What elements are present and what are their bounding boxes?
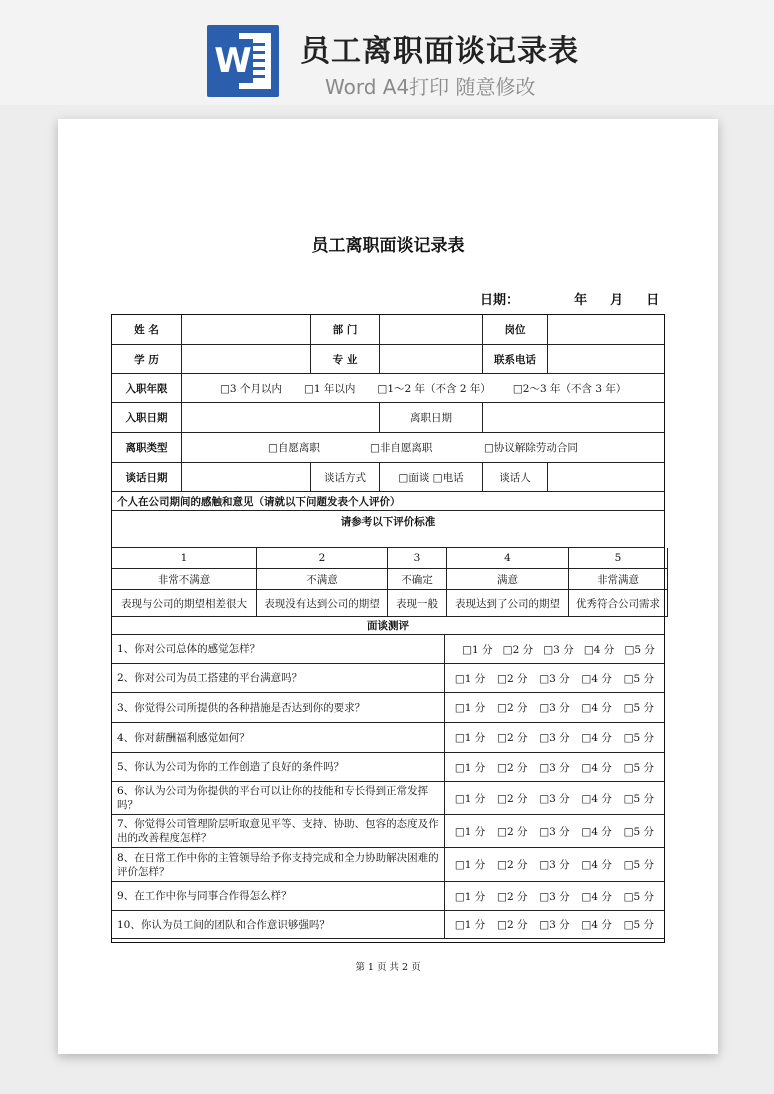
score-checkbox[interactable]: □2 分 (497, 919, 528, 931)
page-footer: 第 1 页 共 2 页 (355, 962, 421, 973)
score-checkbox[interactable]: □2 分 (502, 643, 534, 656)
header-bar (0, 0, 774, 105)
interview-form (111, 314, 665, 943)
score-checkbox[interactable]: □1 分 (462, 643, 493, 656)
score-checkbox[interactable]: □2 分 (497, 859, 528, 871)
scale-num-cell: 4 (447, 548, 569, 569)
scale-num-cell: 5 (569, 548, 668, 569)
standard-heading: 请参考以下评价标准 (112, 511, 664, 548)
tenure-option[interactable]: □1 年以内 (303, 382, 356, 395)
score-options (445, 664, 664, 693)
scale-desc-cell: 表现与公司的期望相差很大 (112, 590, 257, 617)
date-label: 日期： (480, 293, 520, 308)
leave-type-options (182, 433, 664, 463)
tenure-label: 入职年限 (112, 374, 182, 403)
score-checkbox[interactable]: □3 分 (539, 732, 570, 744)
score-checkbox[interactable]: □3 分 (539, 702, 570, 714)
score-checkbox[interactable]: □1 分 (454, 672, 486, 685)
tenure-option[interactable]: □1～2 年（不含 2 年） (377, 382, 491, 395)
score-options (445, 782, 664, 815)
score-checkbox[interactable]: □4 分 (581, 702, 612, 714)
edu-label: 学 历 (112, 345, 182, 374)
score-checkbox[interactable]: □3 分 (539, 859, 570, 871)
score-options (445, 635, 664, 664)
score-checkbox[interactable]: □5 分 (623, 919, 655, 931)
score-checkbox[interactable]: □2 分 (497, 732, 528, 744)
score-options (445, 753, 664, 782)
edu-field[interactable] (182, 345, 311, 374)
scale-label-cell: 不满意 (257, 569, 388, 590)
score-checkbox[interactable]: □3 分 (543, 643, 574, 656)
score-checkbox[interactable]: □5 分 (623, 732, 655, 744)
day-label: 日 (646, 293, 660, 308)
scale-label-cell: 不确定 (388, 569, 447, 590)
month-label: 月 (610, 293, 624, 308)
post-field[interactable] (548, 315, 664, 345)
scale-label-cell: 满意 (447, 569, 569, 590)
scale-desc-cell: 优秀符合公司需求 (569, 590, 668, 617)
score-options (445, 911, 664, 939)
question-text: 8、在日常工作中你的主管领导给予你支持完成和全力协助解决困难的评价怎样？ (112, 848, 445, 882)
document-page (58, 119, 718, 1054)
scale-num-cell: 1 (112, 548, 257, 569)
dept-field[interactable] (380, 315, 483, 345)
score-checkbox[interactable]: □4 分 (581, 890, 612, 903)
score-checkbox[interactable]: □5 分 (623, 702, 655, 714)
score-checkbox[interactable]: □1 分 (454, 732, 486, 744)
leave-type-option[interactable]: □非自愿离职 (370, 442, 433, 454)
leave-date-label: 离职日期 (380, 403, 483, 433)
score-checkbox[interactable]: □5 分 (624, 643, 655, 656)
score-checkbox[interactable]: □3 分 (539, 761, 570, 774)
scale-desc-cell: 表现一般 (388, 590, 447, 617)
score-checkbox[interactable]: □3 分 (539, 890, 570, 903)
score-checkbox[interactable]: □4 分 (581, 825, 612, 838)
date-line (480, 289, 659, 308)
phone-field[interactable] (548, 345, 664, 374)
interview-heading: 面谈测评 (112, 617, 664, 635)
score-options (445, 723, 664, 753)
scale-desc-cell: 表现达到了公司的期望 (447, 590, 569, 617)
score-options (445, 693, 664, 723)
join-date-label: 入职日期 (112, 403, 182, 433)
score-checkbox[interactable]: □3 分 (539, 825, 570, 838)
tenure-option[interactable]: □3 个月以内 (220, 382, 282, 395)
leave-type-option[interactable]: □协议解除劳动合同 (484, 442, 578, 454)
score-checkbox[interactable]: □3 分 (539, 672, 570, 685)
talk-date-label: 谈话日期 (112, 463, 182, 492)
tenure-option[interactable]: □2～3 年（不含 3 年） (512, 382, 627, 395)
score-checkbox[interactable]: □2 分 (497, 702, 528, 714)
question-text: 9、在工作中你与同事合作得怎么样？ (112, 882, 445, 911)
score-checkbox[interactable]: □4 分 (581, 859, 612, 871)
score-checkbox[interactable]: □5 分 (623, 890, 655, 903)
score-checkbox[interactable]: □2 分 (497, 792, 528, 805)
question-text: 2、你对公司为员工搭建的平台满意吗？ (112, 664, 445, 693)
score-checkbox[interactable]: □4 分 (581, 761, 612, 774)
year-label: 年 (574, 293, 588, 308)
talk-date-field[interactable] (182, 463, 311, 492)
score-checkbox[interactable]: □1 分 (454, 825, 486, 838)
name-field[interactable] (182, 315, 311, 345)
major-field[interactable] (380, 345, 483, 374)
talk-method-label: 谈话方式 (311, 463, 380, 492)
score-checkbox[interactable]: □2 分 (497, 761, 528, 774)
major-label: 专 业 (311, 345, 380, 374)
phone-label: 联系电话 (483, 345, 548, 374)
score-options (445, 882, 664, 911)
leave-type-option[interactable]: □自愿离职 (268, 442, 320, 454)
talker-label: 谈话人 (483, 463, 548, 492)
leave-date-field[interactable] (483, 403, 664, 433)
name-label: 姓 名 (112, 315, 182, 345)
score-checkbox[interactable]: □2 分 (497, 672, 528, 685)
scale-label-cell: 非常不满意 (112, 569, 257, 590)
question-text: 3、你觉得公司所提供的各种措施是否达到你的要求？ (112, 693, 445, 723)
talk-method-options[interactable]: □面谈 □电话 (380, 463, 483, 492)
leave-type-label: 离职类型 (112, 433, 182, 463)
score-checkbox[interactable]: □1 分 (454, 761, 486, 774)
score-checkbox[interactable]: □1 分 (454, 890, 486, 903)
scale-desc-cell: 表现没有达到公司的期望 (257, 590, 388, 617)
score-checkbox[interactable]: □5 分 (623, 761, 655, 774)
score-checkbox[interactable]: □1 分 (454, 702, 486, 714)
dept-label: 部 门 (311, 315, 380, 345)
post-label: 岗位 (483, 315, 548, 345)
score-checkbox[interactable]: □1 分 (454, 792, 486, 805)
score-checkbox[interactable]: □5 分 (623, 825, 655, 838)
word-logo-letter: W (214, 41, 252, 81)
score-checkbox[interactable]: □5 分 (623, 792, 655, 805)
question-text: 4、你对薪酬福利感觉如何？ (112, 723, 445, 753)
score-checkbox[interactable]: □3 分 (539, 919, 570, 931)
question-text: 5、你认为公司为你的工作创造了良好的条件吗？ (112, 753, 445, 782)
score-checkbox[interactable]: □4 分 (583, 643, 615, 656)
scale-label-cell: 非常满意 (569, 569, 668, 590)
tenure-options (182, 374, 664, 403)
question-text: 6、你认为公司为你提供的平台可以让你的技能和专长得到正常发挥吗？ (112, 782, 445, 815)
score-checkbox[interactable]: □3 分 (539, 792, 570, 805)
word-icon (207, 25, 279, 97)
score-checkbox[interactable]: □1 分 (454, 919, 486, 931)
scale-num-cell: 3 (388, 548, 447, 569)
score-checkbox[interactable]: □5 分 (623, 859, 655, 871)
score-options (445, 848, 664, 882)
join-date-field[interactable] (182, 403, 380, 433)
header-subtitle: Word A4打印 随意修改 (325, 75, 536, 99)
header-title: 员工离职面谈记录表 (300, 34, 579, 69)
score-checkbox[interactable]: □2 分 (497, 825, 528, 838)
question-text: 1、你对公司总体的感觉怎样？ (112, 635, 445, 664)
score-checkbox[interactable]: □1 分 (454, 859, 486, 871)
document-title: 员工离职面谈记录表 (311, 236, 465, 256)
scale-num-cell: 2 (257, 548, 388, 569)
question-text: 7、你觉得公司管理阶层听取意见平等、支持、协助、包容的态度及作出的改善程度怎样？ (112, 815, 445, 848)
score-checkbox[interactable]: □4 分 (581, 672, 612, 685)
score-options (445, 815, 664, 848)
score-checkbox[interactable]: □5 分 (623, 672, 655, 685)
opinion-heading: 个人在公司期间的感触和意见（请就以下问题发表个人评价） (112, 492, 664, 511)
talker-field[interactable] (548, 463, 664, 492)
score-checkbox[interactable]: □2 分 (497, 890, 528, 903)
score-checkbox[interactable]: □4 分 (581, 732, 612, 744)
score-checkbox[interactable]: □4 分 (581, 919, 612, 931)
question-text: 10、你认为员工间的团队和合作意识够强吗？ (112, 911, 445, 939)
score-checkbox[interactable]: □4 分 (581, 792, 612, 805)
